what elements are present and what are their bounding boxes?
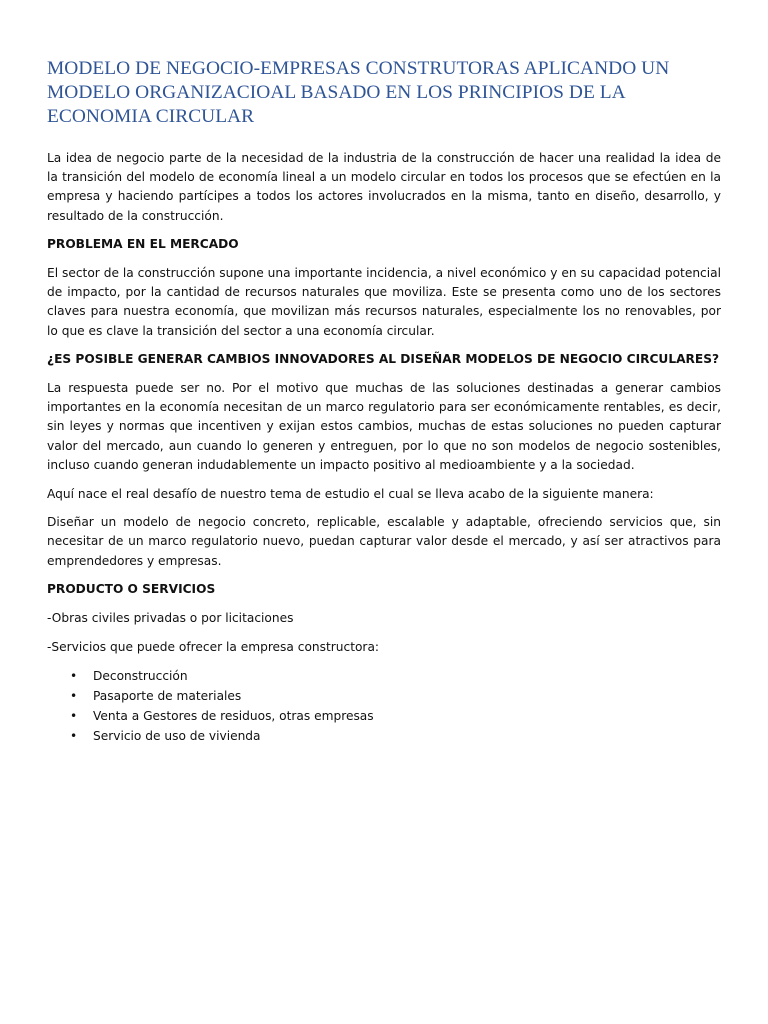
intro-paragraph: La idea de negocio parte de la necesidad de la industria de la construcción de hacer una realidad la idea de la transición del modelo de economía lineal a un modelo circular en todos los procesos que se efectúen en la empresa y haciendo partícipes a todos los actores involucrados en la misma, tanto en diseño, desarrollo, y resultado de la construcción. (47, 151, 721, 223)
bullet-icon: • (70, 709, 78, 724)
list-item-label: Deconstrucción (93, 669, 188, 684)
heading-products: PRODUCTO O SERVICIOS (47, 582, 216, 597)
services-list (47, 666, 721, 746)
bullet-icon: • (70, 729, 78, 744)
works-line: -Obras civiles privadas o por licitaciones (47, 611, 294, 626)
answer-paragraph: La respuesta puede ser no. Por el motivo que muchas de las soluciones destinadas a generar cambios importantes en la economía necesitan de un marco regulatorio para ser económicamente rentables, es decir, sin leyes y normas que incentiven y exijan estos cambios, muchas de estas soluciones no pueden capturar valor del mercado, aun cuando lo generen y entreguen, por lo que no son modelos de negocio sostenibles, incluso cuando generan indudablemente un impacto positivo al medioambiente y a la sociedad. (47, 381, 721, 472)
heading-problem: PROBLEMA EN EL MERCADO (47, 237, 239, 252)
design-paragraph: Diseñar un modelo de negocio concreto, replicable, escalable y adaptable, ofreciendo servicios que, sin necesitar de un marco regulatorio nuevo, puedan capturar valor desde el mercado, y así ser atractivos para emprendedores y empresas. (47, 515, 721, 568)
bullet-icon: • (70, 689, 78, 704)
problem-paragraph: El sector de la construcción supone una importante incidencia, a nivel económico y en su capacidad potencial de impacto, por la cantidad de recursos naturales que moviliza. Este se presenta como uno de los sectores claves para nuestra economía, que movilizan más recursos naturales, especialmente los no renovables, por lo que es clave la transición del sector a una economía circular. (47, 266, 721, 338)
list-item (47, 666, 721, 686)
document-title: MODELO DE NEGOCIO-EMPRESAS CONSTRUTORAS APLICANDO UN MODELO ORGANIZACIOAL BASADO EN LOS PRINCIPIOS DE LA ECONOMIA CIRCULAR (47, 58, 670, 127)
services-line: -Servicios que puede ofrecer la empresa constructora: (47, 639, 380, 654)
document-body (47, 149, 721, 746)
list-item-label: Pasaporte de materiales (93, 689, 242, 704)
list-item (47, 686, 721, 706)
bullet-icon: • (70, 669, 78, 684)
challenge-paragraph: Aquí nace el real desafío de nuestro tema de estudio el cual se lleva acabo de la siguiente manera: (47, 486, 654, 501)
list-item-label: Venta a Gestores de residuos, otras empresas (93, 709, 374, 724)
list-item (47, 706, 721, 726)
list-item-label: Servicio de uso de vivienda (93, 729, 261, 744)
list-item (47, 726, 721, 746)
document-page (47, 57, 721, 746)
heading-question: ¿ES POSIBLE GENERAR CAMBIOS INNOVADORES AL DISEÑAR MODELOS DE NEGOCIO CIRCULARES? (47, 352, 720, 367)
